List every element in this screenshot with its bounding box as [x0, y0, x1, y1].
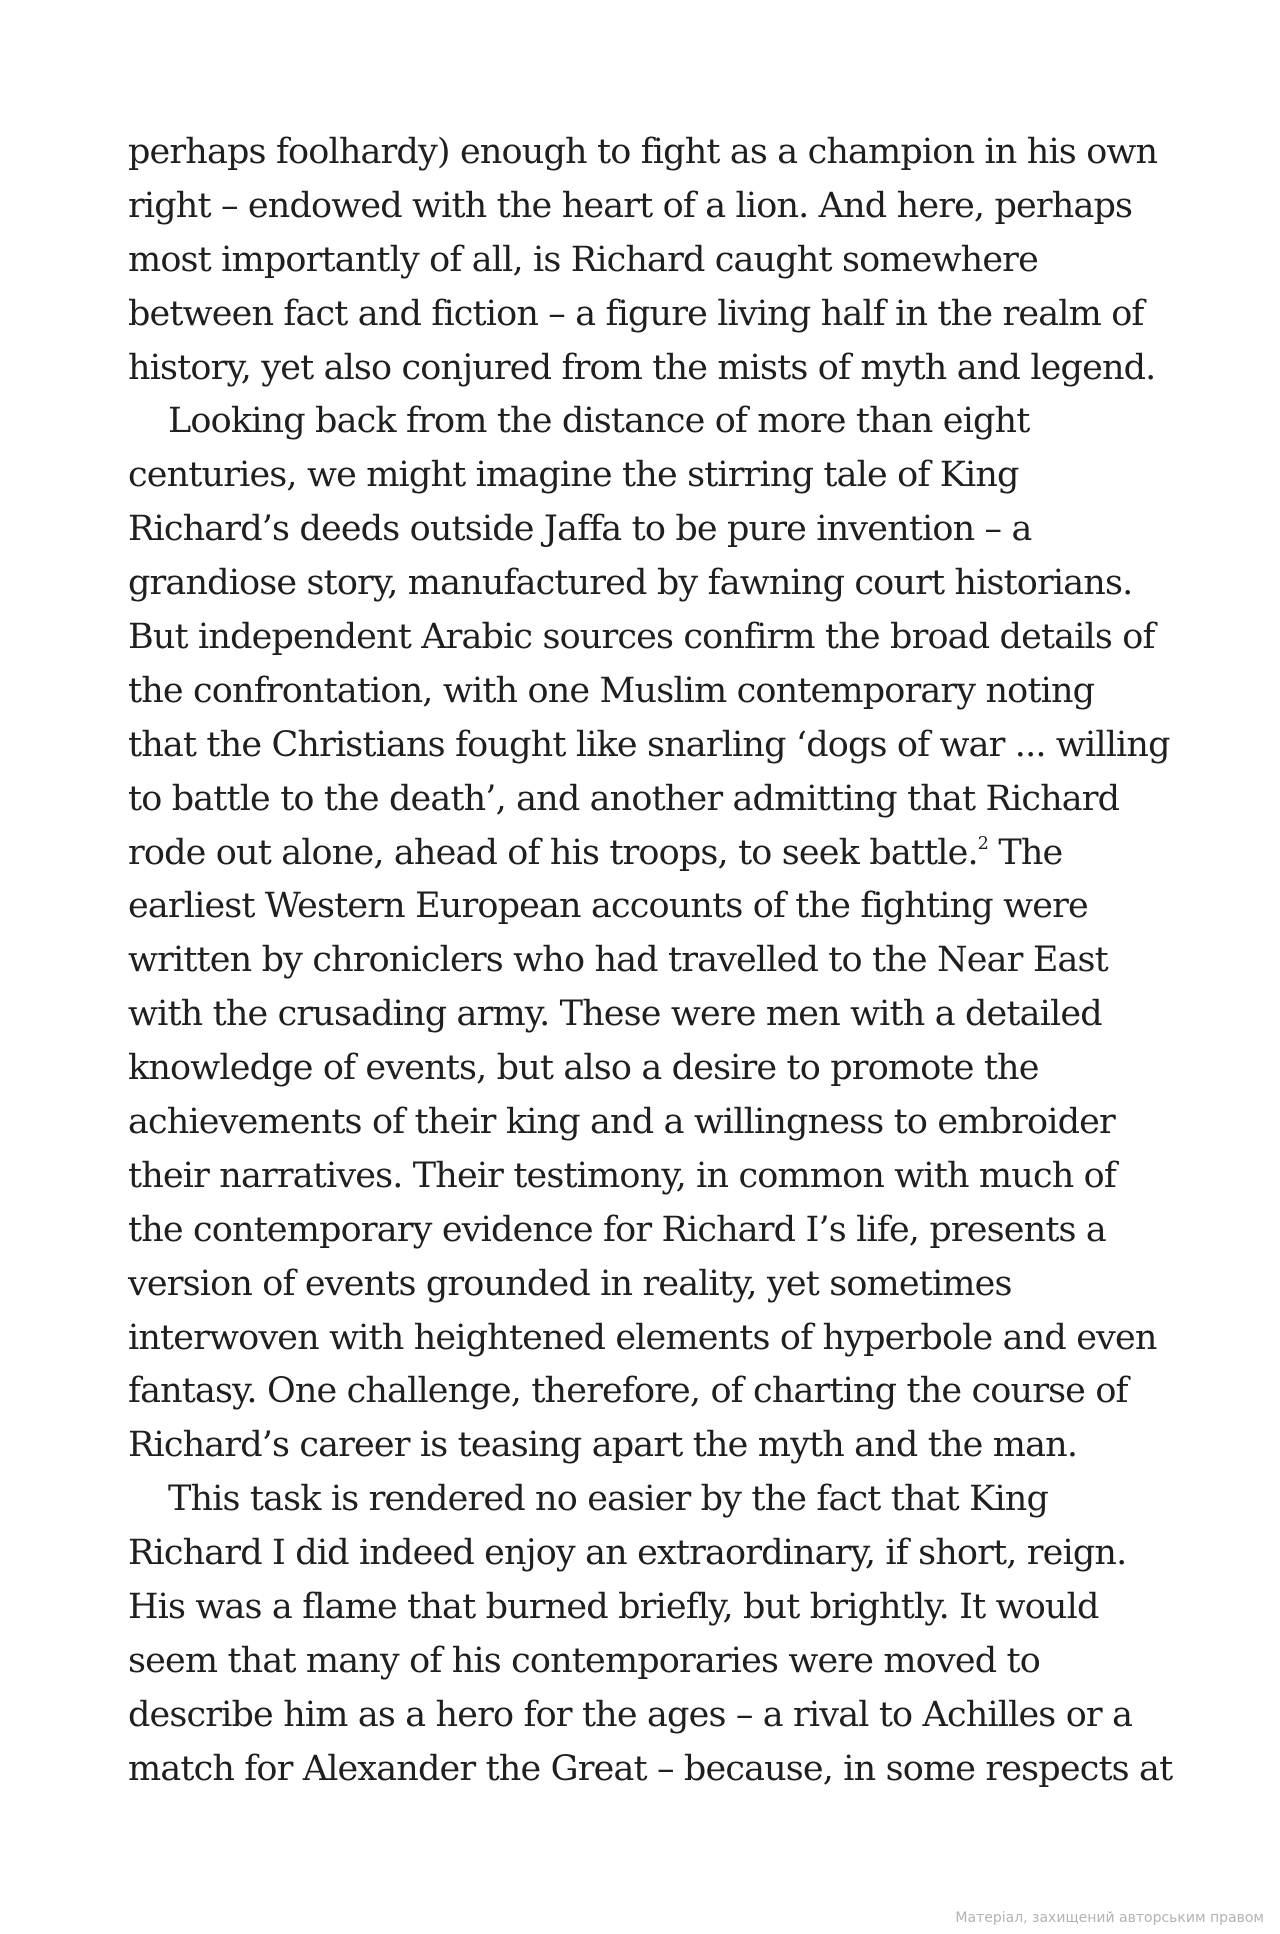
text-line: This task is rendered no easier by the fact that King — [168, 1479, 1049, 1520]
text-line: seem that many of his contemporaries were moved to — [128, 1640, 1040, 1681]
text-line: most importantly of all, is Richard caught somewhere — [128, 239, 1038, 280]
text-line: written by chroniclers who had travelled to the Near East — [128, 940, 1108, 981]
text-line: with the crusading army. These were men with a detailed — [128, 994, 1102, 1035]
book-page — [128, 126, 1173, 1797]
text-line: their narratives. Their testimony, in common with much of — [128, 1155, 1116, 1196]
text-line: match for Alexander the Great – because, in some respects at — [128, 1748, 1173, 1789]
text-line: interwoven with heightened elements of hyperbole and even — [128, 1317, 1157, 1358]
text-line-with-footnote — [128, 827, 1168, 881]
text-line: knowledge of events, but also a desire to promote the — [128, 1048, 1039, 1089]
paragraph-3 — [128, 1473, 1173, 1796]
footnote-marker[interactable]: 2 — [977, 833, 989, 854]
text-line: Richard’s career is teasing apart the myth and the man. — [128, 1425, 1078, 1466]
text-line: history, yet also conjured from the mists of myth and legend. — [128, 347, 1156, 388]
text-line: But independent Arabic sources confirm the broad details of — [128, 617, 1155, 658]
paragraph-1 — [128, 126, 1168, 395]
text-line: the contemporary evidence for Richard I’s life, presents a — [128, 1209, 1106, 1250]
text-line: that the Christians fought like snarling ‘dogs of war ... willing — [128, 724, 1170, 765]
text-line: achievements of their king and a willingness to embroider — [128, 1102, 1115, 1143]
text-line: grandiose story, manufactured by fawning court historians. — [128, 563, 1133, 604]
text-line: right – endowed with the heart of a lion. And here, perhaps — [128, 185, 1133, 226]
text-line: fantasy. One challenge, therefore, of charting the course of — [128, 1371, 1128, 1412]
paragraph-2 — [128, 395, 1168, 1473]
text-line: describe him as a hero for the ages – a rival to Achilles or a — [128, 1694, 1133, 1735]
text-line: version of events grounded in reality, yet sometimes — [128, 1263, 1012, 1304]
text-line: Richard I did indeed enjoy an extraordinary, if short, reign. — [128, 1533, 1127, 1574]
text-line: the confrontation, with one Muslim contemporary noting — [128, 670, 1095, 711]
text-segment: The — [988, 832, 1063, 873]
text-line: earliest Western European accounts of the fighting were — [128, 886, 1088, 927]
text-line: Richard’s deeds outside Jaffa to be pure invention – a — [128, 509, 1032, 550]
text-line: Looking back from the distance of more than eight — [168, 401, 1030, 442]
text-line: His was a flame that burned briefly, but brightly. It would — [128, 1587, 1099, 1628]
text-line: centuries, we might imagine the stirring tale of King — [128, 455, 1019, 496]
text-line: to battle to the death’, and another admitting that Richard — [128, 778, 1120, 819]
copyright-watermark: Матеріал, захищений авторським правом — [955, 1910, 1264, 1926]
text-line: perhaps foolhardy) enough to fight as a champion in his own — [128, 132, 1158, 172]
text-line: between fact and fiction – a figure living half in the realm of — [128, 293, 1144, 334]
text-segment: rode out alone, ahead of his troops, to seek battle. — [128, 832, 978, 873]
